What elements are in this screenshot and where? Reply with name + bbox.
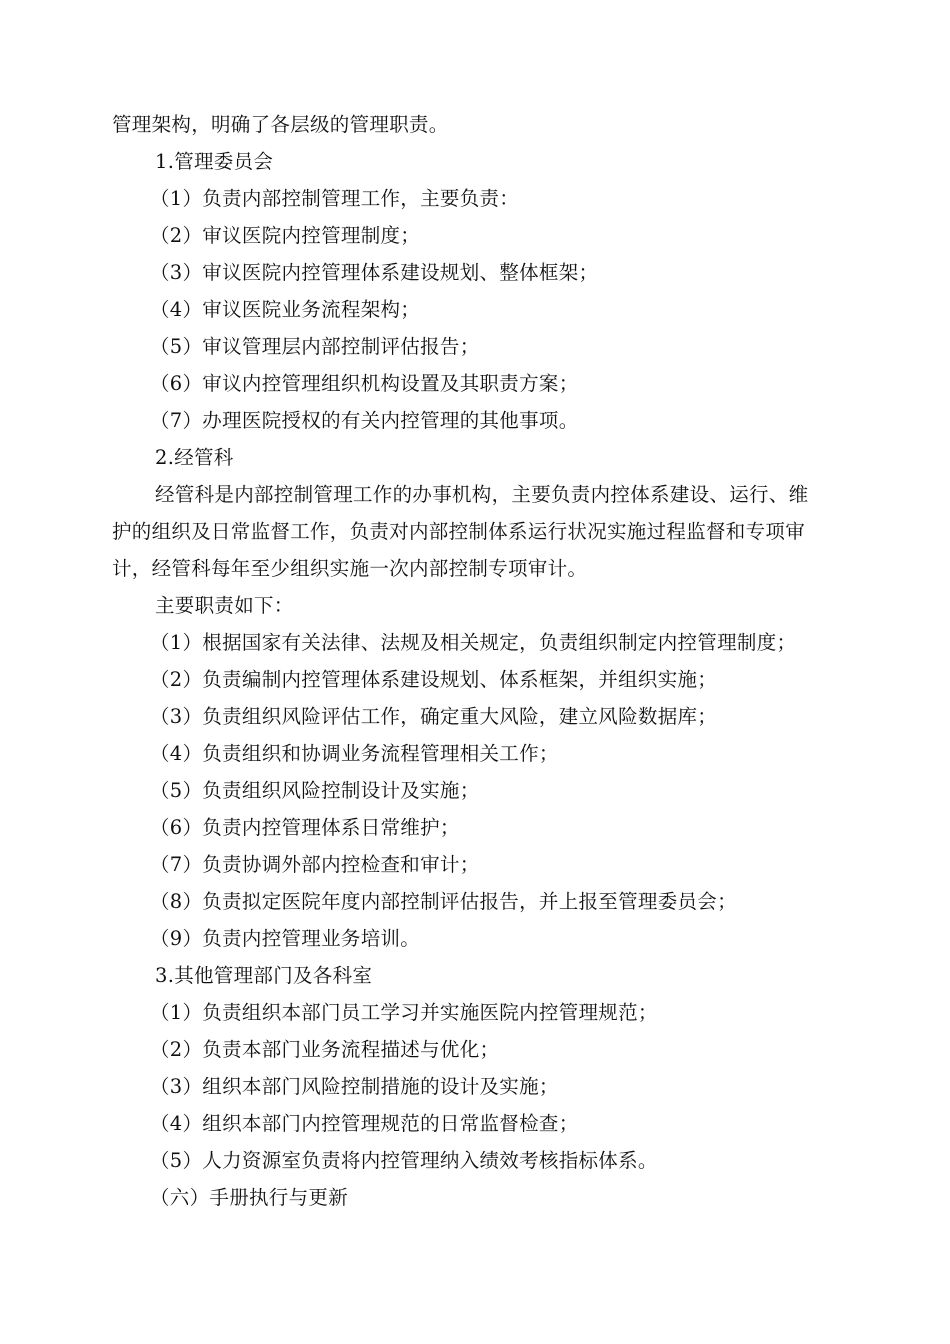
list-item: （3）组织本部门风险控制措施的设计及实施； xyxy=(150,1075,559,1098)
list-item: （4）组织本部门内控管理规范的日常监督检查； xyxy=(150,1112,579,1135)
list-item: （2）负责本部门业务流程描述与优化； xyxy=(150,1038,500,1061)
paragraph-line: 计，经管科每年至少组织实施一次内部控制专项审计。 xyxy=(112,557,588,580)
list-item: （7）负责协调外部内控检查和审计； xyxy=(150,853,480,876)
list-item: （4）负责组织和协调业务流程管理相关工作； xyxy=(150,742,559,765)
list-item: （5）审议管理层内部控制评估报告； xyxy=(150,335,480,358)
list-item: （3）审议医院内控管理体系建设规划、整体框架； xyxy=(150,261,599,284)
list-item: （6）负责内控管理体系日常维护； xyxy=(150,816,460,839)
section-heading-economic-management: 2.经管科 xyxy=(155,446,234,469)
paragraph-continuation: 管理架构，明确了各层级的管理职责。 xyxy=(112,113,449,136)
section-heading-other-departments: 3.其他管理部门及各科室 xyxy=(155,964,373,987)
list-item: （2）审议医院内控管理制度； xyxy=(150,224,421,247)
list-item: （7）办理医院授权的有关内控管理的其他事项。 xyxy=(150,409,579,432)
list-item: （5）负责组织风险控制设计及实施； xyxy=(150,779,480,802)
list-item: （1）负责组织本部门员工学习并实施医院内控管理规范； xyxy=(150,1001,658,1024)
list-item: （8）负责拟定医院年度内部控制评估报告，并上报至管理委员会； xyxy=(150,890,737,913)
list-item: （6）审议内控管理组织机构设置及其职责方案； xyxy=(150,372,579,395)
list-item: （1）根据国家有关法律、法规及相关规定，负责组织制定内控管理制度； xyxy=(150,631,797,654)
paragraph-heading-main-duties: 主要职责如下： xyxy=(155,594,294,617)
paragraph-line: 经管科是内部控制管理工作的办事机构，主要负责内控体系建设、运行、维 xyxy=(155,483,809,506)
list-item: （5）人力资源室负责将内控管理纳入绩效考核指标体系。 xyxy=(150,1149,658,1172)
list-item: （9）负责内控管理业务培训。 xyxy=(150,927,421,950)
list-item: （4）审议医院业务流程架构； xyxy=(150,298,421,321)
paragraph-line: 护的组织及日常监督工作，负责对内部控制体系运行状况实施过程监督和专项审 xyxy=(112,520,806,543)
list-item: （2）负责编制内控管理体系建设规划、体系框架，并组织实施； xyxy=(150,668,718,691)
section-heading-manual-execution: （六）手册执行与更新 xyxy=(150,1186,349,1209)
section-heading-management-committee: 1.管理委员会 xyxy=(155,150,274,173)
list-item: （1）负责内部控制管理工作，主要负责： xyxy=(150,187,520,210)
list-item: （3）负责组织风险评估工作，确定重大风险，建立风险数据库； xyxy=(150,705,718,728)
